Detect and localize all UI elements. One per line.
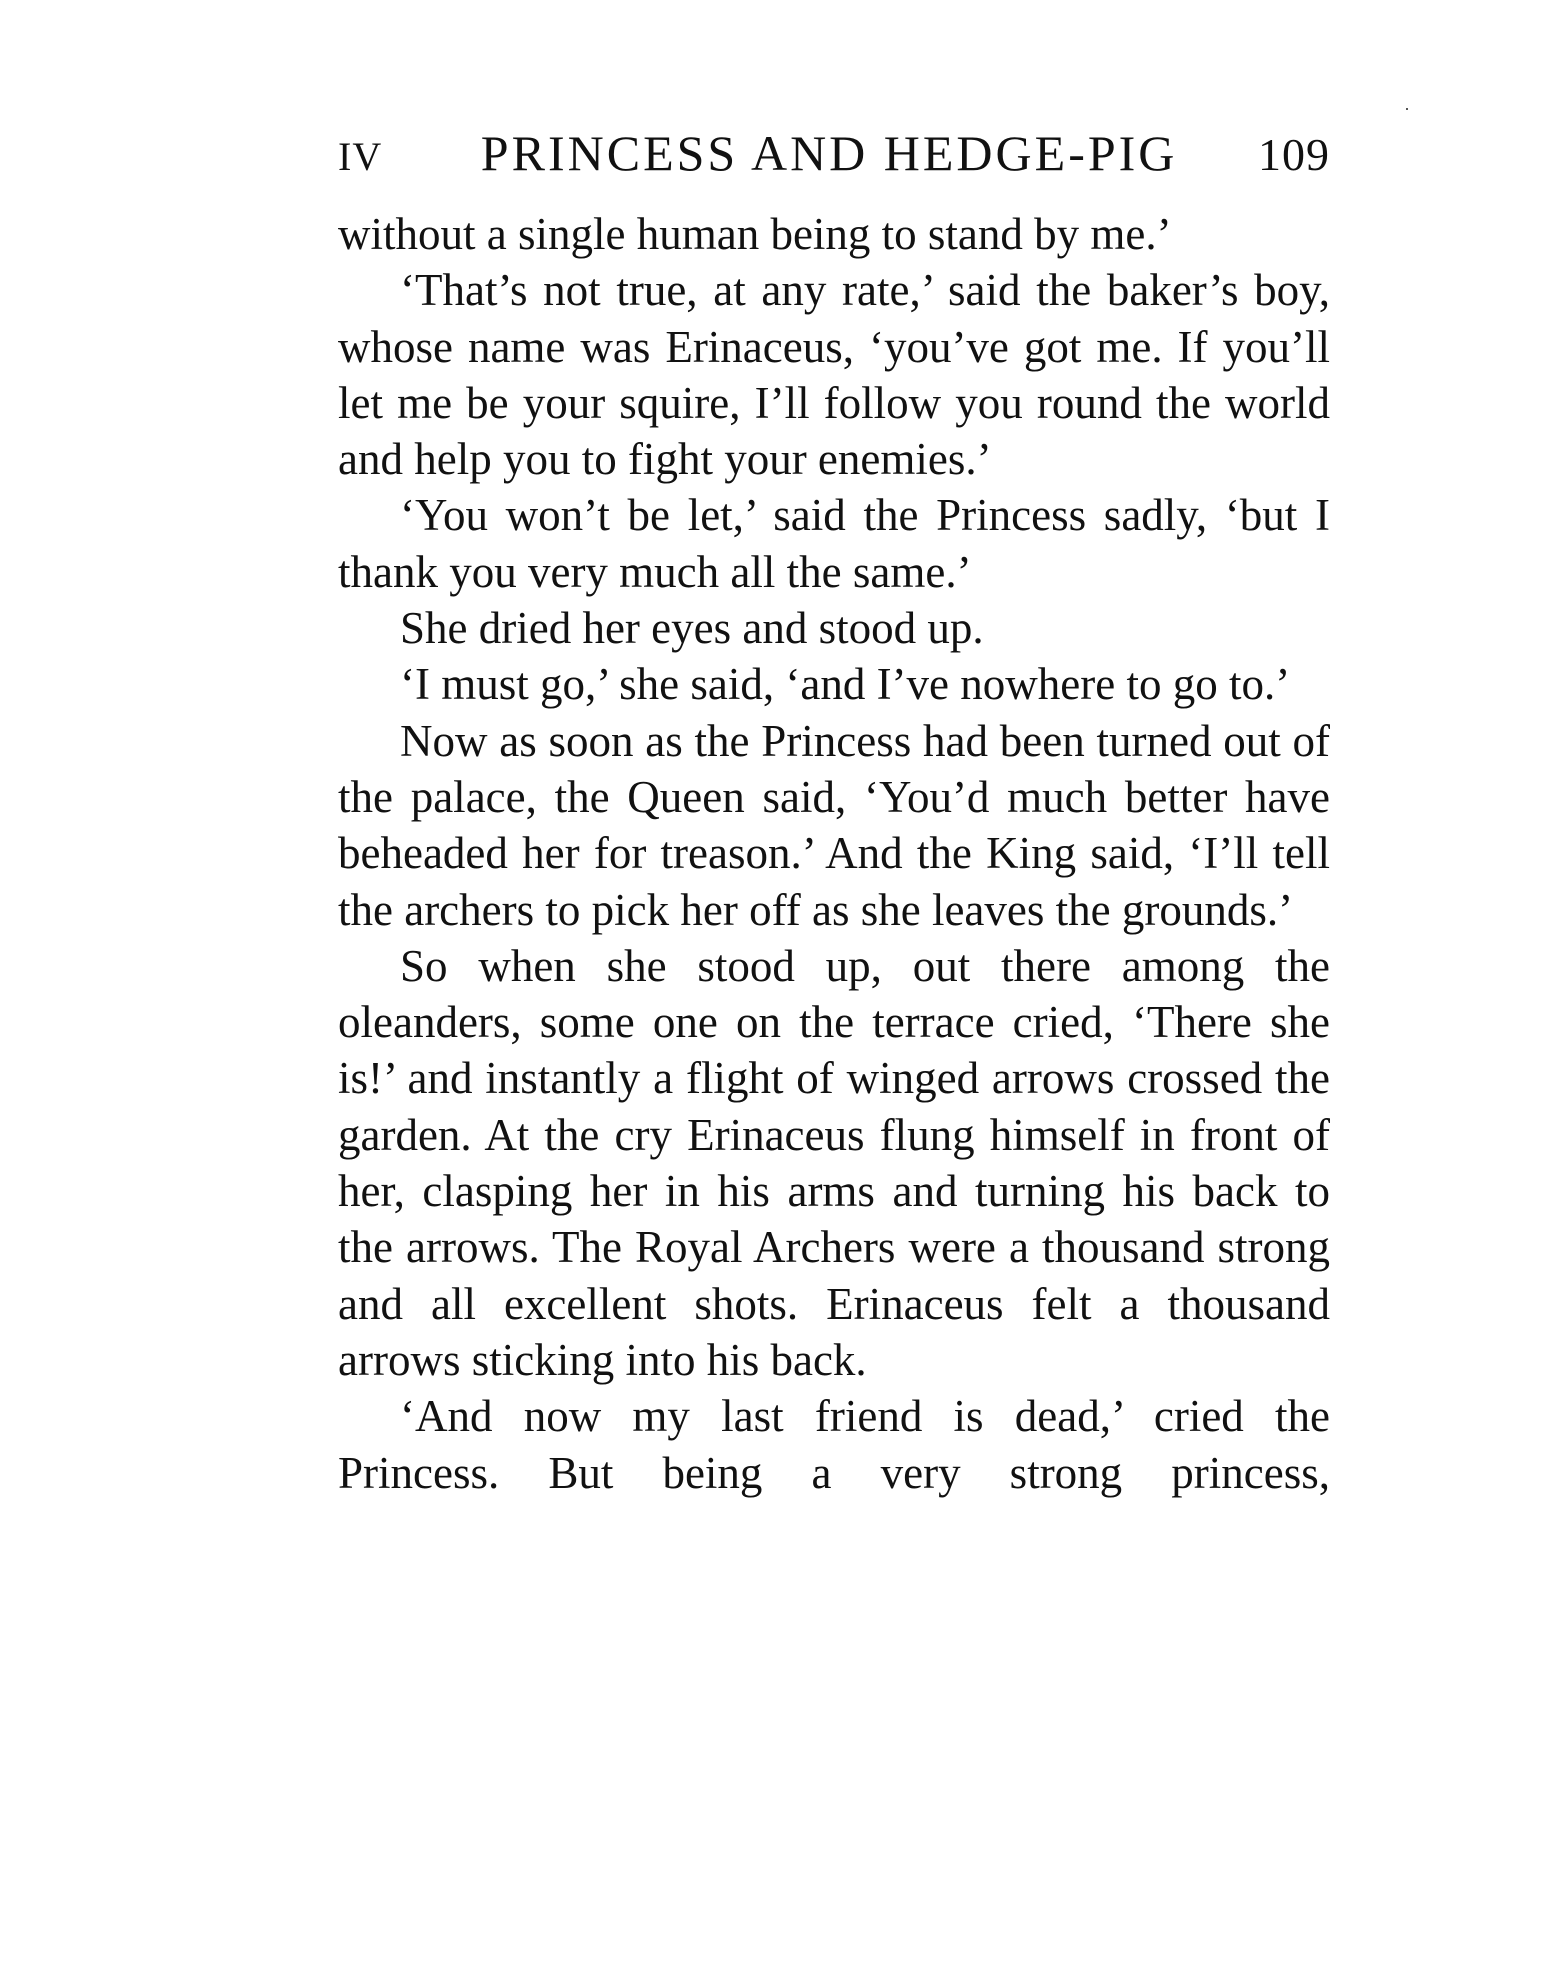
page-speck [1406,108,1408,110]
paragraph-6: Now as soon as the Princess had been turned out of the palace, the Queen said, ‘You’d much better have beheaded her for treason.’ And the King said, ‘I’ll tell the archers to pick her off as she leaves the grounds.’ [338,715,1330,935]
paragraph-4: She dried her eyes and stood up. [400,603,984,654]
paragraph-8: ‘And now my last friend is dead,’ cried the Princess. But being a very strong princess, [338,1391,1330,1498]
paragraph-5: ‘I must go,’ she said, ‘and I’ve nowhere to go to.’ [400,659,1291,710]
running-head [338,118,1330,188]
page-number: 109 [1258,129,1330,180]
book-page [338,118,1330,1501]
chapter-number: IV [338,134,383,179]
paragraph-7: So when she stood up, out there among the oleanders, some one on the terrace cried, ‘There she is!’ and instantly a flight of winged arrows crossed the garden. At the cry Erinaceus flung himself in front of her, clasping her in his arms and turning his back to the arrows. The Royal Archers were a thousand strong and all excellent shots. Erinaceus felt a thousand arrows sticking into his back. [338,940,1330,1385]
body-text [338,206,1330,1501]
paragraph-2: ‘That’s not true, at any rate,’ said the baker’s boy, whose name was Erinaceus, ‘you’ve got me. If you’ll let me be your squire, I’ll follow you round the world and help you to fight your enemies.’ [338,265,1330,485]
paragraph-1: without a single human being to stand by me.’ [338,209,1172,259]
paragraph-3: ‘You won’t be let,’ said the Princess sadly, ‘but I thank you very much all the same.’ [338,490,1330,597]
running-title: PRINCESS AND HEDGE-PIG [480,125,1178,181]
